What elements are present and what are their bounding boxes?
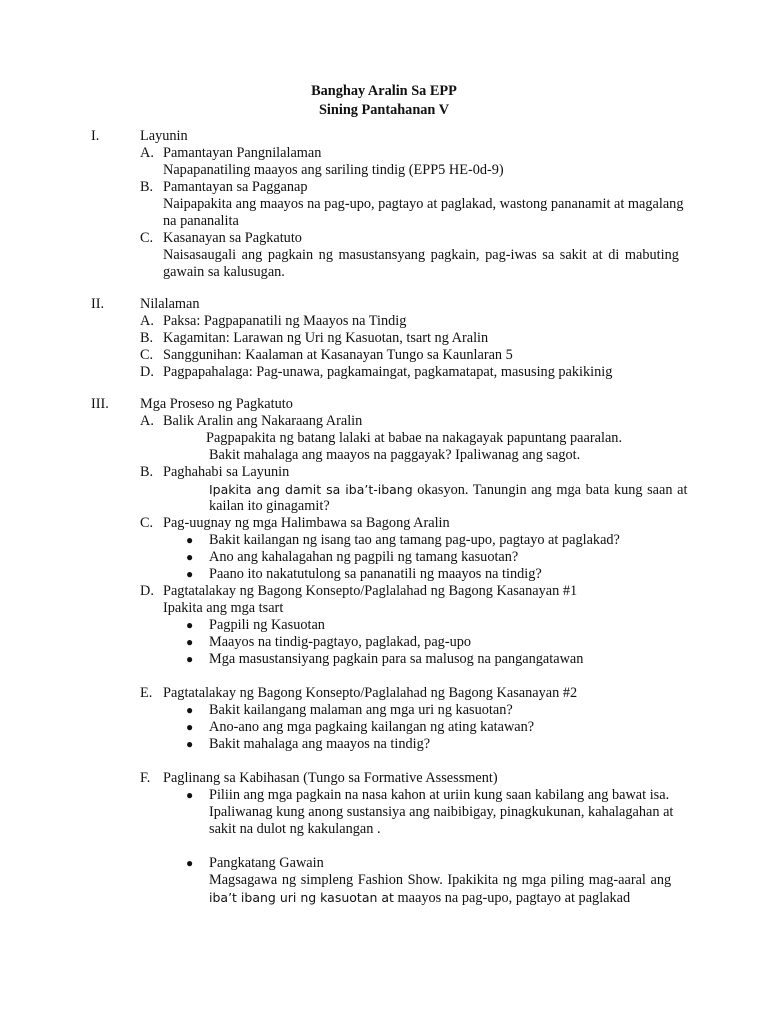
item-letter: A. xyxy=(140,313,154,329)
list-item: Piliin ang mga pagkain na nasa kahon at uriin kung saan kabilang ang bawat isa. xyxy=(209,787,670,803)
list-item xyxy=(209,889,630,907)
list-item: Ano-ano ang mga pagkaing kailangan ng ating katawan? xyxy=(209,719,535,735)
item-text: na pananalita xyxy=(163,213,239,229)
list-item: Magsagawa ng simpleng Fashion Show. Ipakikita ng mga piling mag-aaral ang xyxy=(209,872,672,888)
section-heading: Mga Proseso ng Pagkatuto xyxy=(140,396,293,412)
section-numeral: III. xyxy=(91,396,109,412)
item-text: Napapanatiling maayos ang sariling tindig (EPP5 HE-0d-9) xyxy=(163,162,504,178)
item-letter: D. xyxy=(140,364,154,380)
section-numeral: II. xyxy=(91,296,105,312)
list-item: sakit na dulot ng kakulangan . xyxy=(209,821,381,837)
section-heading: Layunin xyxy=(140,128,188,144)
item-label: Paghahabi sa Layunin xyxy=(163,464,290,480)
item-label: Pagtatalakay ng Bagong Konsepto/Paglalahad ng Bagong Kasanayan #2 xyxy=(163,685,578,701)
bullet-icon: ● xyxy=(186,618,194,632)
bullet-icon: ● xyxy=(186,533,194,547)
item-text xyxy=(209,481,687,499)
item-text-sans: Ipakita ang damit sa iba’t-ibang xyxy=(209,482,413,497)
item-text: Sanggunihan: Kaalaman at Kasanayan Tungo sa Kaunlaran 5 xyxy=(163,347,513,363)
item-text: gawain sa kalusugan. xyxy=(163,264,285,280)
item-letter: C. xyxy=(140,230,154,246)
bullet-icon: ● xyxy=(186,737,194,751)
item-text: Naipapakita ang maayos na pag-upo, pagtayo at paglakad, wastong pananamit at magalang xyxy=(163,196,684,212)
list-item: Maayos na tindig-pagtayo, paglakad, pag-upo xyxy=(209,634,472,650)
item-letter: C. xyxy=(140,515,154,531)
item-letter: C. xyxy=(140,347,154,363)
list-item: Pagpili ng Kasuotan xyxy=(209,617,325,633)
item-letter: A. xyxy=(140,145,154,161)
item-text: kailan ito ginagamit? xyxy=(209,498,330,514)
item-letter: E. xyxy=(140,685,153,701)
item-text: Bakit mahalaga ang maayos na paggayak? Ipaliwanag ang sagot. xyxy=(209,447,581,463)
list-item: Ano ang kahalagahan ng pagpili ng tamang kasuotan? xyxy=(209,549,519,565)
section-numeral: I. xyxy=(91,128,100,144)
item-text: Ipakita ang mga tsart xyxy=(163,600,284,616)
item-text: Pagpapakita ng batang lalaki at babae na nakagayak papuntang paaralan. xyxy=(206,430,623,446)
bullet-icon: ● xyxy=(186,720,194,734)
item-text: Kagamitan: Larawan ng Uri ng Kasuotan, tsart ng Aralin xyxy=(163,330,489,346)
list-item: Ipaliwanag kung anong sustansiya ang naibibigay, pinagkukunan, kahalagahan at xyxy=(209,804,674,820)
item-label: Pamantayan Pangnilalaman xyxy=(163,145,322,161)
item-letter: A. xyxy=(140,413,154,429)
item-text-rest: okasyon. Tanungin ang mga bata kung saan at xyxy=(417,482,688,498)
bullet-icon: ● xyxy=(186,788,194,802)
list-item-sans: iba’t ibang uri ng kasuotan at xyxy=(209,890,394,905)
bullet-icon: ● xyxy=(186,652,194,666)
item-label: Kasanayan sa Pagkatuto xyxy=(163,230,302,246)
bullet-icon: ● xyxy=(186,635,194,649)
document-title: Banghay Aralin Sa EPP xyxy=(311,83,457,99)
bullet-icon: ● xyxy=(186,567,194,581)
list-item-rest: maayos na pag-upo, pagtayo at paglakad xyxy=(397,890,631,906)
item-text: Paksa: Pagpapanatili ng Maayos na Tindig xyxy=(163,313,407,329)
list-item: Mga masustansiyang pagkain para sa malusog na pangangatawan xyxy=(209,651,584,667)
list-item: Bakit kailangang malaman ang mga uri ng kasuotan? xyxy=(209,702,513,718)
list-item: Paano ito nakatutulong sa pananatili ng maayos na tindig? xyxy=(209,566,542,582)
item-text: Naisasaugali ang pagkain ng masustansyang pagkain, pag-iwas sa sakit at di mabuting xyxy=(163,247,679,263)
list-item: Bakit kailangan ng isang tao ang tamang pag-upo, pagtayo at paglakad? xyxy=(209,532,620,548)
item-letter: D. xyxy=(140,583,154,599)
item-label: Pagtatalakay ng Bagong Konsepto/Paglalahad ng Bagong Kasanayan #1 xyxy=(163,583,578,599)
item-label: Balik Aralin ang Nakaraang Aralin xyxy=(163,413,363,429)
list-item: Bakit mahalaga ang maayos na tindig? xyxy=(209,736,431,752)
item-text: Pagpapahalaga: Pag-unawa, pagkamaingat, pagkamatapat, masusing pakikinig xyxy=(163,364,613,380)
section-heading: Nilalaman xyxy=(140,296,200,312)
item-letter: B. xyxy=(140,464,154,480)
item-letter: B. xyxy=(140,330,154,346)
item-label: Pag-uugnay ng mga Halimbawa sa Bagong Aralin xyxy=(163,515,450,531)
list-item: Pangkatang Gawain xyxy=(209,855,324,871)
document-subtitle: Sining Pantahanan V xyxy=(318,102,450,118)
bullet-icon: ● xyxy=(186,856,194,870)
item-letter: B. xyxy=(140,179,154,195)
item-label: Pamantayan sa Pagganap xyxy=(163,179,308,195)
item-label: Paglinang sa Kabihasan (Tungo sa Formative Assessment) xyxy=(163,770,498,786)
item-letter: F. xyxy=(140,770,151,786)
bullet-icon: ● xyxy=(186,703,194,717)
bullet-icon: ● xyxy=(186,550,194,564)
